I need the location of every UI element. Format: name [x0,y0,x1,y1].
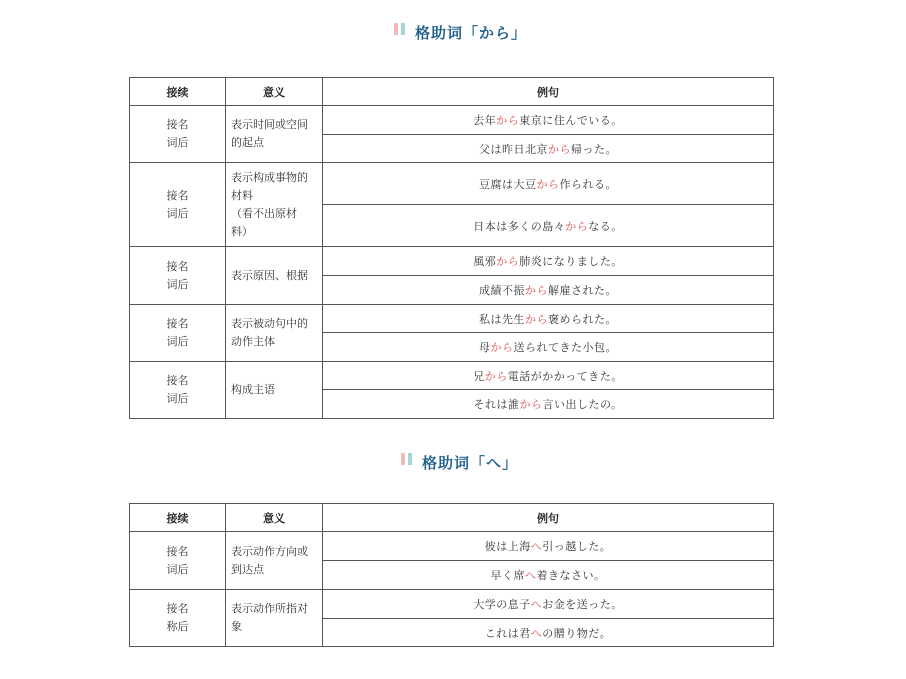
header-row [130,78,774,106]
example-cell: 豆腐は大豆から作られる。 [323,163,774,205]
connection-cell: 接名 词后 [130,532,226,590]
header-connection: 接续 [130,504,226,532]
header-example: 例句 [323,504,774,532]
table-row [130,305,774,333]
section-title-he [0,452,906,476]
table-row [130,362,774,390]
particle-highlight: から [519,398,543,411]
meaning-cell: 构成主语 [226,362,323,419]
he-table [129,503,774,647]
example-cell: 母から送られてきた小包。 [323,333,774,362]
connection-cell: 接名 词后 [130,305,226,362]
particle-highlight: へ [525,569,537,582]
table-row [130,106,774,135]
particle-highlight: から [525,312,548,326]
connection-cell: 接名 词后 [130,106,226,163]
particle-highlight: から [484,369,508,383]
table-row [130,532,774,561]
header-connection: 接续 [130,78,226,106]
section-heading: 格助词「から」 [415,24,528,42]
table-row [130,163,774,205]
meaning-cell: 表示原因、根据 [226,247,323,305]
example-cell: 日本は多くの島々からなる。 [323,205,774,247]
particle-highlight: から [565,219,589,233]
example-cell: 父は昨日北京から帰った。 [323,135,774,163]
example-cell: 大学の息子へお金を送った。 [323,590,774,619]
header-meaning: 意义 [226,504,323,532]
meaning-cell: 表示动作方向或 到达点 [226,532,323,590]
meaning-cell: 表示动作所指对 象 [226,590,323,647]
particle-highlight: へ [530,598,543,611]
example-cell: 成績不振から解雇された。 [323,276,774,305]
particle-highlight: から [548,142,571,156]
meaning-cell: 表示时间或空间 的起点 [226,106,323,163]
connection-cell: 接名 称后 [130,590,226,647]
example-cell: 私は先生から褒められた。 [323,305,774,333]
particle-highlight: へ [530,540,543,553]
particle-highlight: から [496,255,520,268]
title-decoration-icon [401,453,412,465]
particle-highlight: から [525,284,548,297]
particle-highlight: から [490,341,514,354]
example-cell: 兄から電話がかかってきた。 [323,362,774,390]
title-decoration-icon [394,23,405,35]
example-cell: 早く席へ着きなさい。 [323,561,774,590]
table-row [130,590,774,619]
example-cell: これは君への贈り物だ。 [323,619,774,647]
kara-table [129,77,774,419]
section-title-kara [0,22,906,46]
example-cell: それは誰から言い出したの。 [323,390,774,419]
connection-cell: 接名 词后 [130,163,226,247]
example-cell: 去年から東京に住んでいる。 [323,106,774,135]
section-heading: 格助词「へ」 [422,454,519,472]
particle-highlight: から [496,114,520,127]
header-row [130,504,774,532]
header-meaning: 意义 [226,78,323,106]
connection-cell: 接名 词后 [130,247,226,305]
example-cell: 彼は上海へ引っ越した。 [323,532,774,561]
connection-cell: 接名 词后 [130,362,226,419]
particle-highlight: へ [530,626,543,640]
meaning-cell: 表示被动句中的 动作主体 [226,305,323,362]
particle-highlight: から [536,177,560,191]
example-cell: 風邪から肺炎になりました。 [323,247,774,276]
meaning-cell: 表示构成事物的 材料 （看不出原材 料） [226,163,323,247]
header-example: 例句 [323,78,774,106]
table-row [130,247,774,276]
